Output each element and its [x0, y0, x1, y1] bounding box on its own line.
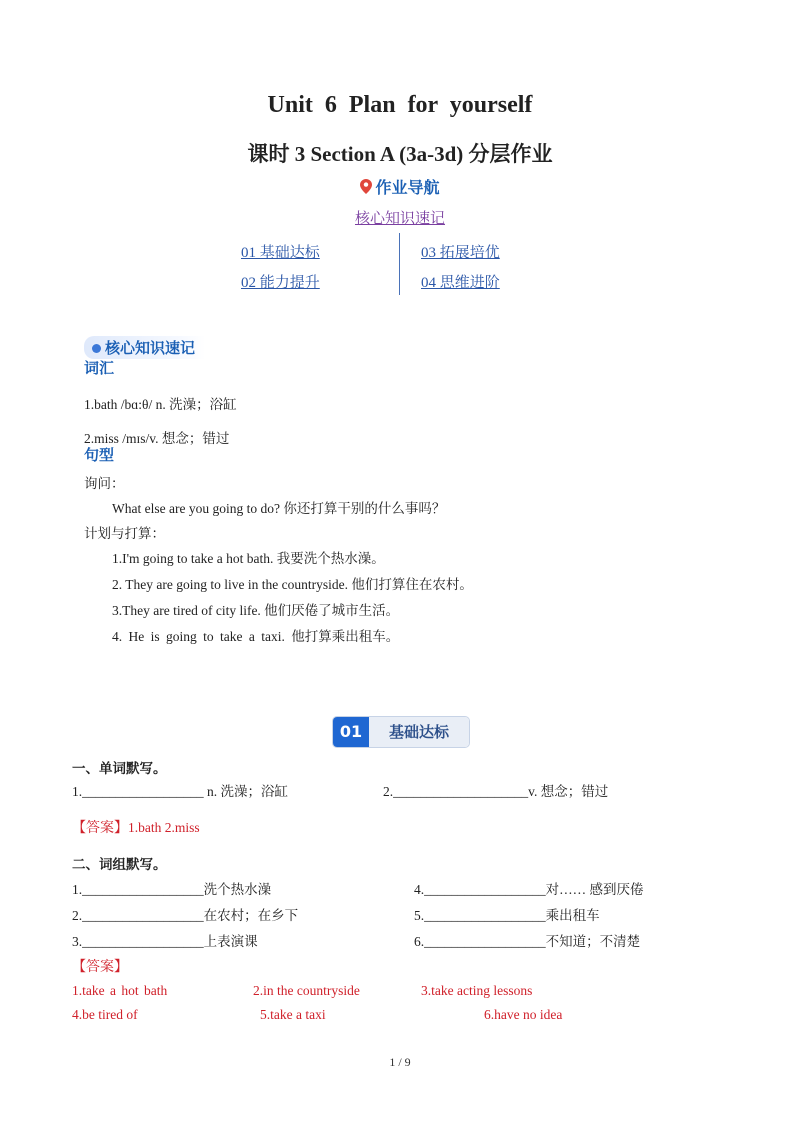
plan-sentence-2: 2. They are going to live in the countryside. 他们打算住在农村。 [112, 577, 473, 592]
q2-answer-1: 1.take a hot bath [72, 983, 168, 998]
plan-sentence-4: 4. He is going to take a taxi. 他打算乘出租车。 [112, 629, 400, 644]
core-badge-label: 核心知识速记 [105, 339, 196, 357]
vocab-item-1: 1.bath /bɑ:θ/ n. 洗澡；浴缸 [84, 397, 237, 412]
page-subtitle: 课时 3 Section A (3a-3d) 分层作业 [247, 142, 553, 166]
q2-answer-5: 5.take a taxi [260, 1007, 326, 1022]
nav-link-01[interactable]: 01 基础达标 [241, 245, 320, 261]
q1-heading: 一、单词默写。 [72, 761, 167, 777]
q2-answer-2: 2.in the countryside [253, 983, 360, 998]
plan-sentence-3: 3.They are tired of city life. 他们厌倦了城市生活。 [112, 603, 400, 618]
nav-link-03[interactable]: 03 拓展培优 [421, 245, 500, 261]
q2-answer-4: 4.be tired of [72, 1007, 138, 1022]
section-label: 基础达标 [369, 717, 469, 747]
page-title: Unit 6 Plan for yourself [267, 92, 533, 118]
q1-answer: 1.bath 2.miss [128, 820, 200, 835]
page-number: 1 / 9 [389, 1055, 411, 1069]
location-pin-icon [360, 179, 372, 194]
nav-divider [399, 233, 400, 295]
plan-label: 计划与打算： [84, 526, 165, 541]
nav-heading-label: 作业导航 [375, 178, 440, 197]
q2-answer-6: 6.have no idea [484, 1007, 563, 1022]
q2-answer-tag: 【答案】 [72, 960, 128, 975]
q2-heading: 二、词组默写。 [72, 857, 167, 873]
core-knowledge-badge [84, 336, 205, 359]
q2-item-1: 1.__________________洗个热水澡 [72, 882, 272, 897]
vocab-heading: 词汇 [84, 359, 115, 377]
badge-dot-icon [92, 344, 101, 353]
nav-link-04[interactable]: 04 思维进阶 [421, 275, 500, 291]
vocab-item-2: 2.miss /mɪs/v. 想念；错过 [84, 431, 230, 446]
q2-item-5: 5.__________________乘出租车 [414, 908, 600, 923]
q2-item-3: 3.__________________上表演课 [72, 934, 258, 949]
q2-item-2: 2.__________________在农村；在乡下 [72, 908, 299, 923]
q1-answer-tag: 【答案】 [72, 821, 128, 836]
ask-label: 询问： [84, 476, 125, 491]
q1-item-1: 1.__________________ n. 洗澡；浴缸 [72, 784, 288, 799]
q2-item-4: 4.__________________对…… 感到厌倦 [414, 882, 644, 897]
q2-item-6: 6.__________________不知道；不清楚 [414, 934, 641, 949]
sentence-heading: 句型 [84, 446, 115, 464]
section-number: 01 [333, 717, 369, 747]
ask-sentence: What else are you going to do? 你还打算干别的什么事吗？ [112, 501, 446, 516]
nav-link-core-knowledge[interactable]: 核心知识速记 [354, 211, 445, 227]
homework-nav-heading [0, 175, 800, 198]
plan-sentence-1: 1.I'm going to take a hot bath. 我要洗个热水澡。 [112, 551, 385, 566]
section-01-badge [332, 716, 470, 748]
q1-item-2: 2.____________________v. 想念；错过 [383, 784, 609, 799]
nav-link-02[interactable]: 02 能力提升 [241, 275, 320, 291]
q2-answer-3: 3.take acting lessons [421, 983, 533, 998]
